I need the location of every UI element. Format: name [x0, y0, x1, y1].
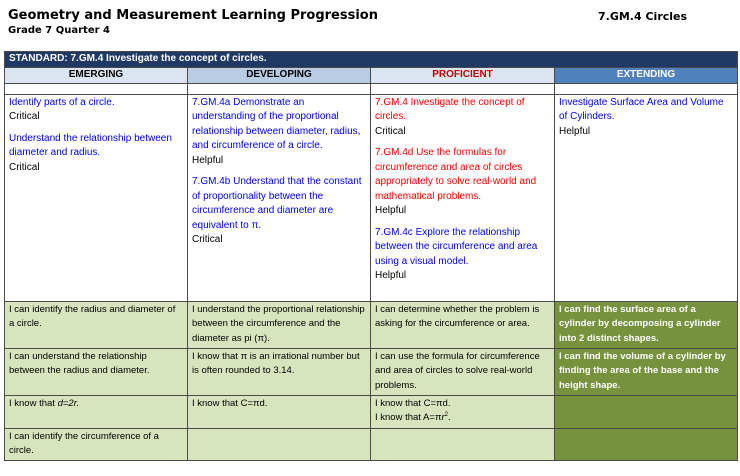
- spacer-row: [5, 83, 738, 94]
- statement-row: [5, 395, 738, 428]
- spacer-cell: [555, 83, 738, 94]
- spacer-cell: [5, 83, 188, 94]
- emerging-statement: I can understand the relationship between the radius and diameter.: [5, 348, 188, 395]
- learning-targets-row: [5, 94, 738, 301]
- emerging-targets-cell: [5, 94, 188, 301]
- extending-statement: I can find the volume of a cylinder by finding the area of the base and the height shape.: [555, 348, 738, 395]
- proficient-target-1-priority: Critical: [375, 125, 406, 137]
- developing-target-2-priority: Critical: [192, 234, 223, 245]
- emerging-target-1-priority: Critical: [9, 111, 40, 122]
- statement-text: I know that A=π: [375, 412, 442, 423]
- formula-exponent: 2: [444, 411, 449, 418]
- extending-statement: [555, 395, 738, 428]
- grade-quarter-label: Grade 7 Quarter 4: [8, 25, 110, 36]
- header-proficient: PROFICIENT: [371, 67, 555, 83]
- emerging-target-1: Identify parts of a circle.: [9, 96, 115, 108]
- proficient-target-1: 7.GM.4 Investigate the concept of circles.: [375, 96, 525, 122]
- developing-statement: [188, 428, 371, 460]
- standard-code-label: 7.GM.4 Circles: [598, 10, 688, 23]
- header-developing: DEVELOPING: [188, 67, 371, 83]
- statement-text: I know that C=πd.: [375, 397, 451, 409]
- developing-statement: I understand the proportional relationship between the circumference and the diameter as pi (π).: [188, 301, 371, 348]
- formula-text: d=2r.: [57, 397, 80, 409]
- developing-targets-cell: [188, 94, 371, 301]
- standard-row: [5, 52, 738, 68]
- extending-targets-cell: [555, 94, 738, 301]
- developing-target-2: 7.GM.4b Understand that the constant of proportionality between the circumference and diameter are equivalent to π.: [192, 176, 362, 231]
- emerging-statement: I can identify the circumference of a circle.: [5, 428, 188, 460]
- emerging-statement: [5, 395, 188, 428]
- extending-target-1: Investigate Surface Area and Volume of Cylinders.: [559, 96, 724, 122]
- statement-row: [5, 428, 738, 460]
- standard-banner: STANDARD: 7.GM.4 Investigate the concept of circles.: [5, 52, 738, 68]
- proficient-target-3: 7.GM.4c Explore the relationship between the circumference and area using a visual model.: [375, 226, 538, 267]
- header-emerging: EMERGING: [5, 67, 188, 83]
- proficient-statement: I can use the formula for circumference and area of circles to solve real-world problems.: [371, 348, 555, 395]
- extending-target-1-priority: Helpful: [559, 125, 591, 137]
- proficient-target-2: 7.GM.4d Use the formulas for circumference and area of circles appropriately to solve real-world and mathematical problems.: [375, 147, 537, 202]
- developing-target-1-priority: Helpful: [192, 154, 224, 166]
- document-title: Geometry and Measurement Learning Progression: [8, 8, 378, 23]
- proficient-target-2-priority: Helpful: [375, 205, 407, 216]
- statement-row: [5, 301, 738, 348]
- spacer-cell: [188, 83, 371, 94]
- proficient-targets-cell: [371, 94, 555, 301]
- level-header-row: [5, 67, 738, 83]
- statement-row: [5, 348, 738, 395]
- spacer-cell: [371, 83, 555, 94]
- statement-text: I know that: [9, 397, 58, 409]
- header-extending: EXTENDING: [555, 67, 738, 83]
- developing-statement: I know that C=πd.: [188, 395, 371, 428]
- statement-text: .: [448, 412, 451, 423]
- emerging-target-2: Understand the relationship between diameter and radius.: [9, 132, 172, 158]
- developing-target-1: 7.GM.4a Demonstrate an understanding of the proportional relationship between diameter, radius, and circumference of a circle.: [192, 96, 361, 151]
- developing-statement: I know that π is an irrational number but is often rounded to 3.14.: [188, 348, 371, 395]
- emerging-target-2-priority: Critical: [9, 161, 40, 173]
- extending-statement: I can find the surface area of a cylinder by decomposing a cylinder into 2 distinct shapes.: [555, 301, 738, 348]
- proficient-statement: [371, 395, 555, 428]
- emerging-statement: I can identify the radius and diameter of a circle.: [5, 301, 188, 348]
- proficient-statement: [371, 428, 555, 460]
- proficient-target-3-priority: Helpful: [375, 270, 407, 281]
- extending-statement: [555, 428, 738, 460]
- proficient-statement: I can determine whether the problem is asking for the circumference or area.: [371, 301, 555, 348]
- learning-progression-table: [4, 51, 738, 461]
- formula-variable: r: [441, 412, 445, 423]
